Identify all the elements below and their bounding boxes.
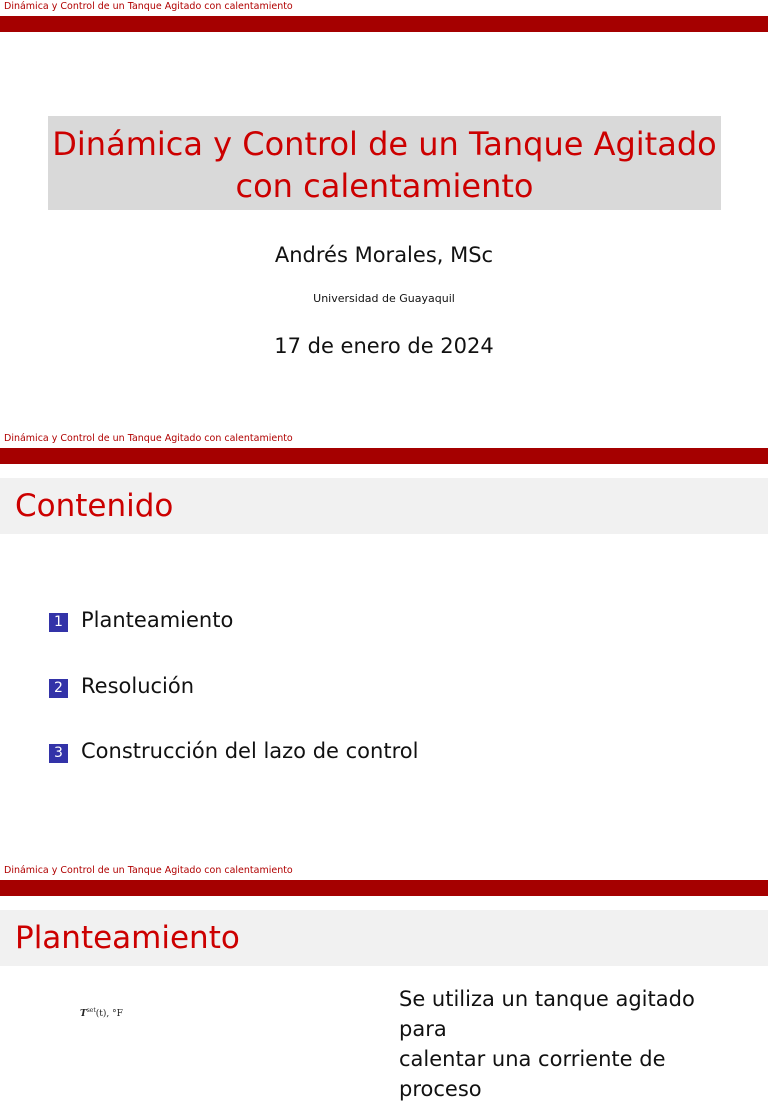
- frame-title: Planteamiento: [15, 920, 240, 956]
- setpoint-label: [80, 1007, 123, 1019]
- title-block: [48, 116, 721, 210]
- body-line: calentar una corriente de proceso: [399, 1047, 666, 1101]
- frame-title: Contenido: [15, 488, 174, 524]
- author: Andrés Morales, MSc: [274, 243, 494, 267]
- toc-item-label[interactable]: Resolución: [81, 674, 195, 698]
- slide-header: [0, 0, 768, 32]
- body-line: Se utiliza un tanque agitado para: [399, 987, 695, 1041]
- tree-elbow-icon: [9, 896, 16, 904]
- slide-header: [0, 864, 768, 908]
- institution: Universidad de Guayaquil: [313, 292, 455, 305]
- setpoint-symbol: T: [80, 1009, 87, 1019]
- frame-title-bar: [0, 910, 768, 966]
- running-header: Dinámica y Control de un Tanque Agitado con calentamiento: [4, 433, 293, 444]
- toc-item-label[interactable]: Planteamiento: [81, 608, 234, 632]
- toc-number-badge: 2: [49, 679, 68, 698]
- running-header: Dinámica y Control de un Tanque Agitado con calentamiento: [4, 1, 293, 12]
- header-bar: [0, 880, 768, 908]
- header-bar: [0, 16, 768, 32]
- date: 17 de enero de 2024: [274, 334, 494, 358]
- running-header: Dinámica y Control de un Tanque Agitado con calentamiento: [4, 865, 293, 876]
- presentation-title: Dinámica y Control de un Tanque Agitado con calentamiento: [52, 125, 717, 205]
- toc-number-badge: 3: [49, 744, 68, 763]
- section-crumb-label: Planteamiento: [18, 898, 80, 908]
- setpoint-units: (t), °F: [95, 1009, 123, 1019]
- slide-header: [0, 432, 768, 464]
- toc-number-badge: 1: [49, 613, 68, 632]
- title-slide: [0, 0, 768, 432]
- frame-title-bar: [0, 478, 768, 534]
- problem-slide: [0, 864, 768, 1101]
- header-bar: [0, 448, 768, 464]
- toc-item-label[interactable]: Construcción del lazo de control: [81, 739, 419, 763]
- section-crumb: [18, 898, 80, 908]
- setpoint-superscript: set: [86, 1007, 96, 1014]
- contents-slide: [0, 432, 768, 864]
- problem-description: [399, 984, 739, 1104]
